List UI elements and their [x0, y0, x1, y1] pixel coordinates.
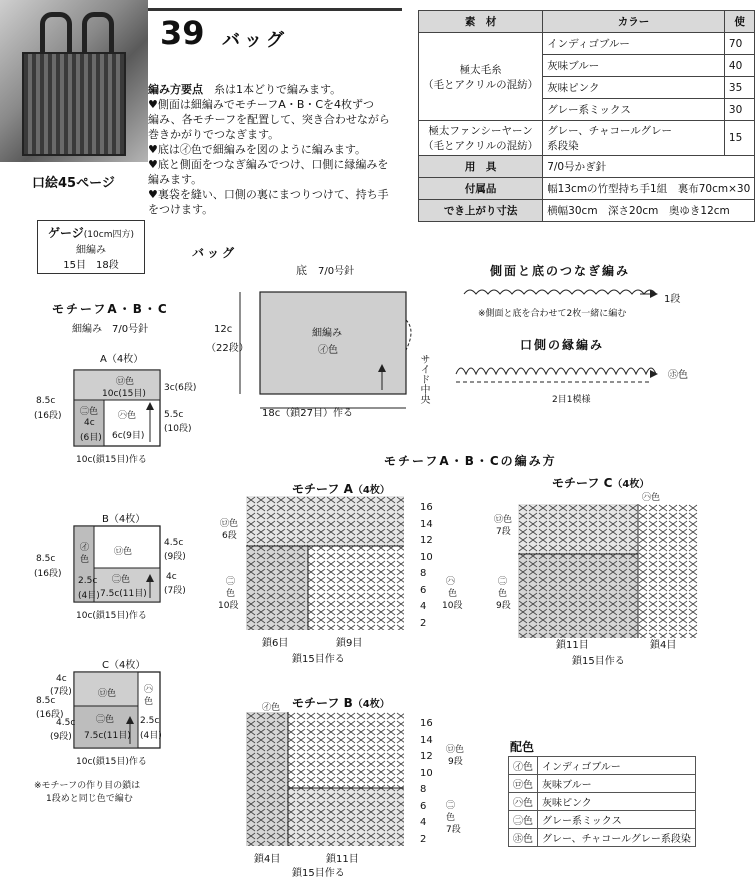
motif-a-side3: (10段): [164, 424, 192, 434]
motif-b-title: B（4枚）: [102, 514, 146, 525]
color-key-symbol: ㋩色: [509, 793, 538, 811]
join-title: 側面と底のつなぎ編み: [490, 264, 631, 278]
motif-a-c3-size: 6c(9目): [112, 431, 145, 441]
instruction-line: ♥側面は細編みでモチーフA・B・Cを4枚ずつ: [148, 98, 375, 111]
tool-label: 用 具: [419, 156, 543, 178]
tool-value: 7/0号かぎ針: [543, 156, 755, 178]
color-cell: グレー、チャコールグレー 系段染: [543, 121, 725, 156]
motif-c-l4: (16段): [36, 710, 64, 720]
motif-b-left: 8.5c: [36, 554, 56, 564]
motif-b-side2: (9段): [164, 552, 186, 562]
chart-c-title: モチーフ C（4枚）: [552, 476, 650, 490]
instruction-line: ♥底は㋑色で細編みを図のように編みます。: [148, 143, 366, 156]
motif-a-c3: ㋩色: [118, 411, 137, 421]
chart-b-grid: [246, 712, 406, 848]
bottom-color: ㋑色: [318, 345, 338, 356]
motif-c-foot: 10c(鎖15目)作る: [76, 757, 147, 767]
motif-c-c3-size: 7.5c(11目): [84, 731, 131, 741]
chart-a-l2: 6段: [222, 531, 237, 541]
motif-b-side4: (7段): [164, 586, 186, 596]
join-note: ※側面と底を合わせて2枚一緒に編む: [478, 309, 627, 319]
motif-c-l1: 4c: [56, 674, 67, 684]
motif-c-c2-suffix: 色: [144, 697, 154, 707]
color-key-symbol: ㊁色: [509, 811, 538, 829]
chart-c-grid: [518, 504, 698, 640]
chart-b-r2: 9段: [448, 757, 463, 767]
amount-cell: 70: [724, 33, 754, 55]
motif-b-left-rows: (16段): [34, 569, 62, 579]
motif-b-c3: ㊁色: [112, 575, 131, 585]
color-key-table: [508, 756, 696, 847]
motif-a-c2-rows: (6目): [80, 433, 102, 443]
chart-c-b1: 鎖11目: [556, 640, 589, 651]
color-key-symbol: ㋺色: [509, 775, 538, 793]
chart-c-b2: 鎖4目: [650, 640, 677, 651]
chart-a-title: モチーフ A（4枚）: [292, 482, 390, 496]
color-cell: 灰味ピンク: [543, 77, 725, 99]
instruction-line: ♥底と側面をつなぎ編みでつけ、口側に縁編みを: [148, 158, 389, 171]
bag-photo: [0, 0, 148, 162]
chart-a-r3: 10段: [442, 601, 463, 611]
color-header: カラー: [543, 11, 725, 33]
color-key-symbol: ㋑色: [509, 757, 538, 775]
chart-a-l5: 10段: [218, 601, 239, 611]
howto-title: モチーフA・B・Cの編み方: [384, 454, 557, 468]
color-key-name: 灰味ブルー: [538, 775, 696, 793]
chart-c-l5: 9段: [496, 601, 511, 611]
color-cell: グレー系ミックス: [543, 99, 725, 121]
motif-c-c1: ㋺色: [98, 689, 117, 699]
edge-title: 口側の縁編み: [520, 338, 605, 352]
join-stitch-row: [460, 284, 660, 304]
color-key-title: 配色: [510, 740, 535, 754]
motif-c-l6: (9段): [50, 732, 72, 742]
motif-a-left: 8.5c: [36, 396, 56, 406]
color-key-name: グレー、チャコールグレー系段染: [538, 829, 696, 847]
chart-b-r5: 7段: [446, 825, 461, 835]
amount-header: 使: [724, 11, 754, 33]
motif-a-c1: ㋺色: [116, 377, 135, 387]
bottom-height-rows: （22段）: [206, 343, 249, 354]
bag-label: バッグ: [192, 246, 238, 260]
side-center: サイド中央: [418, 354, 429, 404]
edge-stitch-row: [452, 354, 662, 388]
motif-a-title: A（4枚）: [100, 354, 144, 365]
motif-a-c2: ㊁色: [80, 407, 99, 417]
chart-a-b3: 鎖15目作る: [292, 654, 345, 665]
chart-b-c1: ㋑色: [262, 703, 281, 713]
color-cell: インディゴブルー: [543, 33, 725, 55]
instruction-line: ♥裏袋を縫い、口側の裏にまつりつけて、持ち手: [148, 188, 389, 201]
pattern-title: バッグ: [222, 30, 288, 51]
page-reference: 口絵45ページ: [32, 176, 115, 191]
chart-a-l4: 色: [226, 589, 236, 599]
instruction-line: 編み、各モチーフを配置して、突き合わせながら: [148, 113, 390, 126]
instruction-line: 巻きかがりでつなぎます。: [148, 128, 280, 141]
motif-b-c2: ㋺色: [114, 547, 133, 557]
join-row-label: 1段: [664, 294, 681, 305]
motif-b-c3-size: 7.5c(11目): [100, 589, 147, 599]
chart-b-r4: 色: [446, 813, 456, 823]
material-header: 素 材: [419, 11, 543, 33]
edge-color: ㋭色: [668, 370, 688, 381]
chart-a-b2: 鎖9目: [336, 638, 363, 649]
instructions: [148, 82, 410, 217]
bottom-stitch: 細編み: [312, 328, 342, 339]
color-key-symbol: ㋭色: [509, 829, 538, 847]
motif-c-l3: 8.5c: [36, 696, 56, 706]
chart-a-r1: ㋩: [446, 577, 456, 587]
motif-a-c1-size: 10c(15目): [102, 389, 146, 399]
color-key-name: 灰味ピンク: [538, 793, 696, 811]
bottom-width: 18c（鎖27目）作る: [262, 408, 353, 419]
amount-cell: 40: [724, 55, 754, 77]
motif-section-sub: 細編み 7/0号針: [72, 324, 149, 335]
chart-c-l3: ㊁: [498, 577, 508, 587]
chart-c-l2: 7段: [496, 527, 511, 537]
note-line-1: ※モチーフの作り目の鎖は: [34, 781, 141, 791]
motif-c-l2: (7段): [50, 687, 72, 697]
motif-c-title: C（4枚）: [102, 660, 146, 671]
motif-section-title: モチーフA・B・C: [52, 302, 169, 316]
motif-c-c4: 2.5c: [140, 716, 160, 726]
pattern-number: 39: [160, 14, 205, 52]
chart-b-row-numbers: 16 14 12 10 8 6 4 2: [420, 718, 433, 845]
accessory-label: 付属品: [419, 178, 543, 200]
accessory-value: 幅13cmの竹型持ち手1組 裏布70cm×30: [543, 178, 755, 200]
note-line-2: 1段めと同じ色で編む: [46, 794, 133, 804]
edge-note: 2目1模様: [552, 395, 591, 405]
chart-a-l1: ㋺色: [220, 519, 239, 529]
amount-cell: 35: [724, 77, 754, 99]
amount-cell: 30: [724, 99, 754, 121]
motif-b-c1-suffix: 色: [80, 555, 90, 565]
motif-a-foot: 10c(鎖15目)作る: [76, 455, 147, 465]
chart-c-b3: 鎖15目作る: [572, 656, 625, 667]
amount-cell: 15: [724, 121, 754, 156]
chart-b-r1: ㋺色: [446, 745, 465, 755]
color-cell: 灰味ブルー: [543, 55, 725, 77]
instruction-line: をつけます。: [148, 203, 214, 216]
chart-a-row-numbers: 16 14 12 10 8 6 4 2: [420, 502, 433, 629]
motif-b-c4: 2.5c: [78, 576, 98, 586]
motif-c-l5: 4.5c: [56, 718, 76, 728]
chart-c-l1: ㋺色: [494, 515, 513, 525]
bottom-title: 底 7/0号針: [296, 264, 355, 277]
material-cell: 極太毛糸 （毛とアクリルの混紡）: [419, 33, 543, 121]
motif-a-left-rows: (16段): [34, 411, 62, 421]
motif-b-side1: 4.5c: [164, 538, 184, 548]
material-cell: 極太ファンシーヤーン （毛とアクリルの混紡）: [419, 121, 543, 156]
size-value: 横幅30cm 深さ20cm 奥ゆき12cm: [543, 200, 755, 222]
chart-a-r2: 色: [448, 589, 458, 599]
motif-c-c3: ㊁色: [96, 715, 115, 725]
instructions-intro: 糸は1本どりで編みます。: [214, 83, 342, 96]
chart-c-l4: 色: [498, 589, 508, 599]
motif-c-c4-rows: (4目): [140, 731, 162, 741]
motif-a-side1: 3c(6段): [164, 383, 197, 393]
motif-a-side2: 5.5c: [164, 410, 184, 420]
motif-b-foot: 10c(鎖15目)作る: [76, 611, 147, 621]
motif-b-side3: 4c: [166, 572, 177, 582]
chart-b-r3: ㊁: [446, 801, 456, 811]
instruction-line: 編みます。: [148, 173, 203, 186]
chart-b-title: モチーフ B（4枚）: [292, 696, 390, 710]
color-key-name: グレー系ミックス: [538, 811, 696, 829]
chart-a-l3: ㊁: [226, 577, 236, 587]
materials-table: [418, 10, 755, 222]
chart-b-b1: 鎖4目: [254, 854, 281, 865]
motif-b-c1: ㋑: [80, 543, 90, 553]
gauge-box: ゲージ(10cm四方) 細編み 15目 18段: [37, 220, 145, 274]
chart-c-c1: ㋩色: [642, 493, 661, 503]
chart-a-grid: [246, 496, 406, 632]
motif-a-c2-size: 4c: [84, 418, 95, 428]
chart-b-b2: 鎖11目: [326, 854, 359, 865]
instructions-heading: 編み方要点: [148, 83, 203, 96]
motif-c-c2: ㋩: [144, 685, 154, 695]
size-label: でき上がり寸法: [419, 200, 543, 222]
color-key-name: インディゴブルー: [538, 757, 696, 775]
chart-a-b1: 鎖6目: [262, 638, 289, 649]
bottom-height: 12c: [214, 324, 233, 335]
chart-b-b3: 鎖15目作る: [292, 868, 345, 879]
motif-b-c4-rows: (4目): [78, 591, 100, 601]
